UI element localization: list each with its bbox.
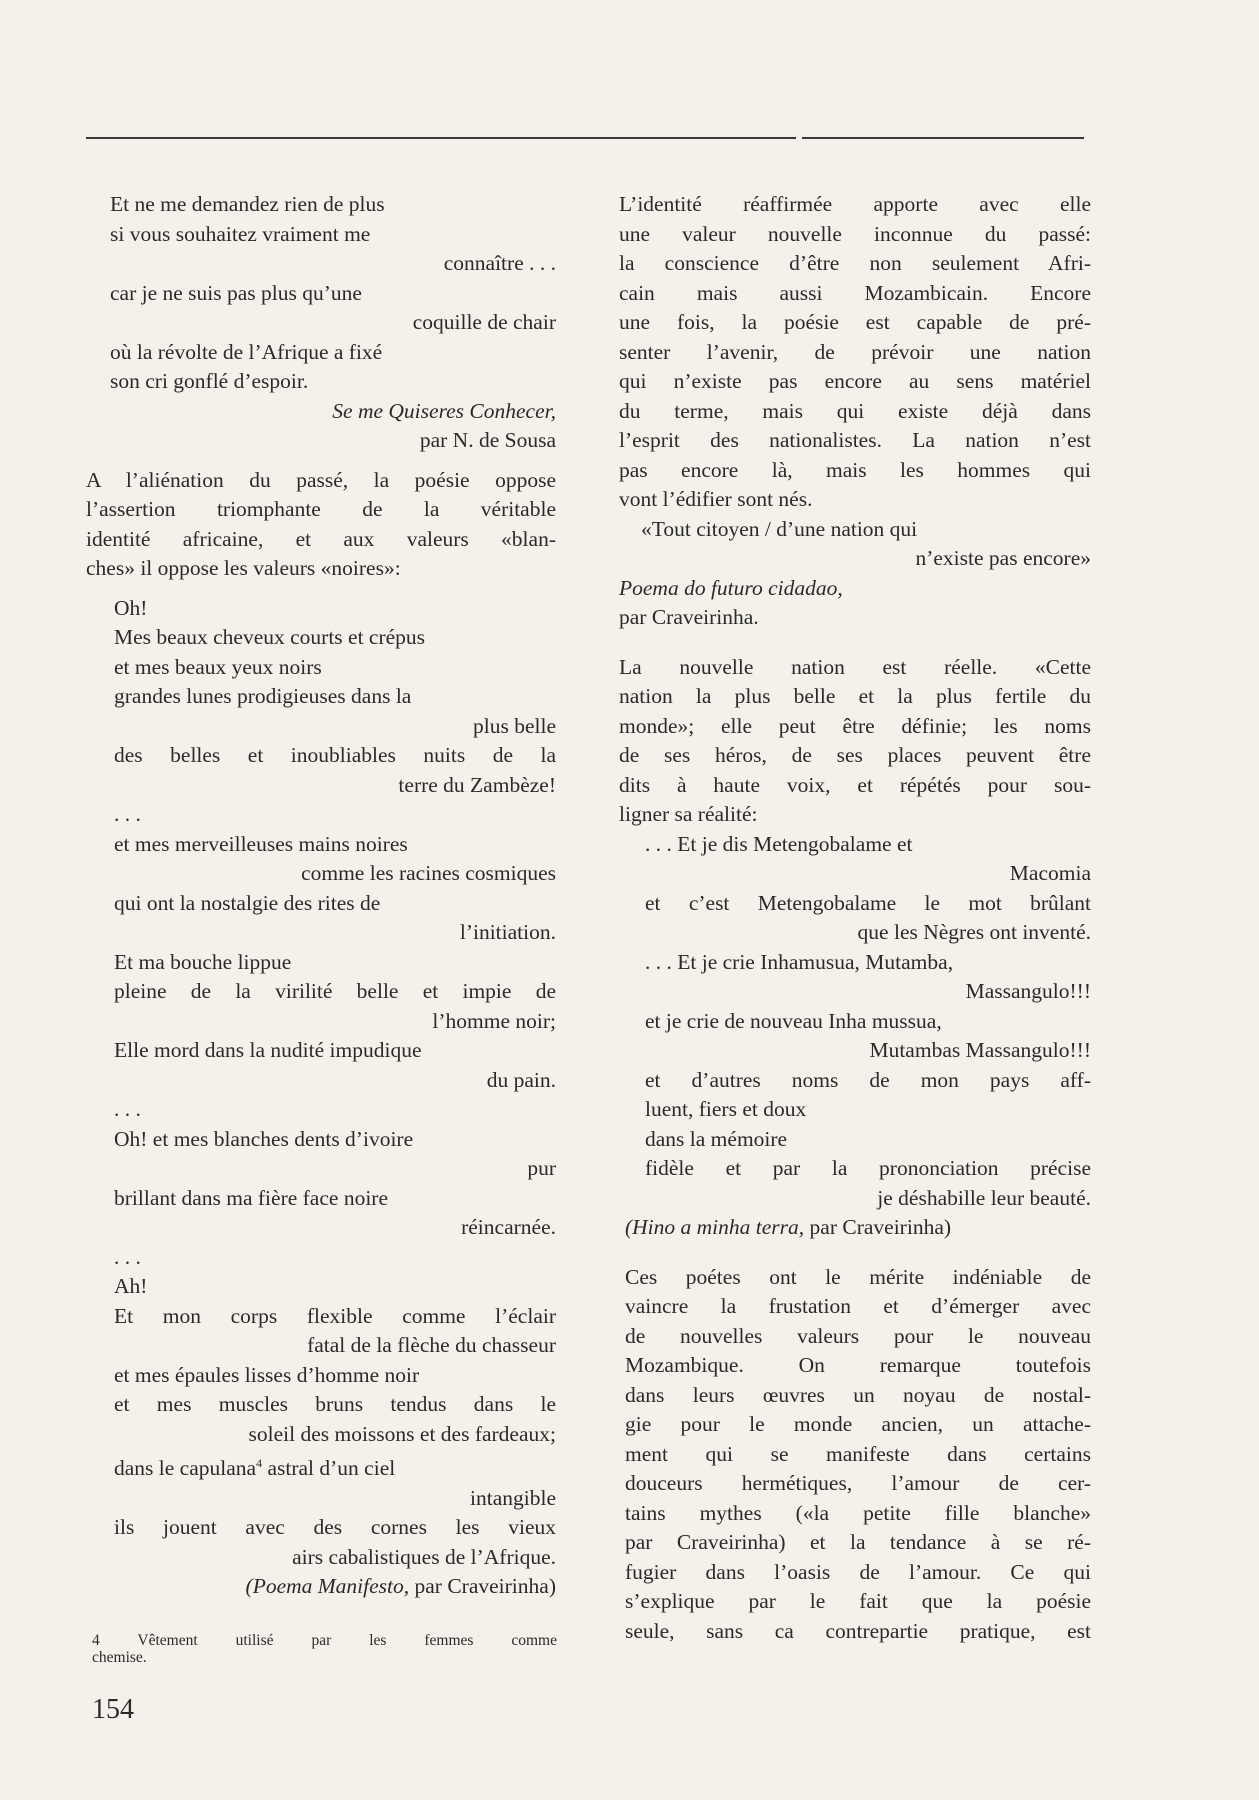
- verse-line: si vous souhaitez vraiment me: [110, 221, 371, 246]
- poem-source-title: (Hino a minha terra,: [625, 1215, 805, 1239]
- poem-source-author: par Craveirinha): [804, 1215, 952, 1239]
- verse-line: intangible: [470, 1485, 556, 1510]
- page-number: 154: [92, 1694, 134, 1725]
- verse-line: fidèle et par la prononciation précise: [645, 1156, 1091, 1180]
- verse-line: Oh! et mes blanches dents d’ivoire: [114, 1126, 414, 1151]
- text-line: Mozambique. On remarque toutefois: [625, 1353, 1091, 1377]
- verse-line: et c’est Metengobalame le mot brûlant: [645, 890, 1091, 915]
- text-line: s’explique par le fait que la poésie: [625, 1589, 1091, 1613]
- text-line: A l’aliénation du passé, la poésie oppose: [86, 467, 556, 492]
- poem-manifesto: [110, 594, 556, 1602]
- top-rule-right: [802, 137, 1084, 139]
- text-line: fugier dans l’oasis de l’amour. Ce qui: [625, 1559, 1091, 1584]
- verse-line: et mes beaux yeux noirs: [114, 654, 322, 679]
- text-line: L’identité réaffirmée apporte avec elle: [619, 192, 1091, 216]
- text-line: l’assertion triomphante de la véritable: [86, 497, 556, 521]
- verse-line: terre du Zambèze!: [398, 772, 556, 797]
- verse-line: pleine de la virilité belle et impie de: [114, 979, 556, 1003]
- text-line: du terme, mais qui existe déjà dans: [619, 398, 1091, 423]
- text-line: qui n’existe pas encore au sens matériel: [619, 369, 1091, 393]
- text-line: ment qui se manifeste dans certains: [625, 1441, 1091, 1466]
- verse-line: coquille de chair: [412, 310, 556, 334]
- verse-line: Et mon corps flexible comme l’éclair: [114, 1303, 556, 1328]
- text-line: de ses héros, de ses places peuvent être: [619, 743, 1091, 767]
- footnote-line: chemise.: [92, 1649, 147, 1666]
- text-line: une fois, la poésie est capable de pré-: [619, 310, 1091, 334]
- verse-line: Massangulo!!!: [965, 979, 1091, 1003]
- text-line: vont l’édifier sont nés.: [619, 487, 813, 511]
- poem-se-me-quiseres-conhecer: [110, 190, 556, 456]
- footnote-marker: 4: [256, 1456, 263, 1470]
- verse-line: comme les racines cosmiques: [301, 861, 556, 885]
- verse-line: car je ne suis pas plus qu’une: [110, 280, 362, 305]
- text-line: gie pour le monde ancien, un attache-: [625, 1412, 1091, 1436]
- verse-line: connaître . . .: [443, 251, 556, 275]
- verse-line: réincarnée.: [461, 1215, 556, 1239]
- verse-line: ils jouent avec des cornes les vieux: [114, 1515, 556, 1540]
- text-line: Ces poétes ont le mérite indéniable de: [625, 1264, 1091, 1289]
- verse-line: Ah!: [114, 1274, 148, 1298]
- verse-line: Mes beaux cheveux courts et crépus: [114, 625, 426, 649]
- quote-source-title: Poema do futuro cidadao,: [619, 575, 843, 600]
- prose-paragraph: [619, 190, 1091, 515]
- verse-text: dans le capulana: [114, 1456, 257, 1481]
- verse-line: [110, 1449, 556, 1484]
- top-rule-left: [86, 137, 796, 139]
- text-line: une valeur nouvelle inconnue du passé:: [619, 221, 1091, 246]
- text-line: seule, sans ca contrepartie pratique, est: [625, 1618, 1091, 1643]
- text-line: par Craveirinha) et la tendance à se ré-: [625, 1530, 1091, 1554]
- poem-source-author: par Craveirinha): [409, 1574, 556, 1599]
- right-column: [619, 190, 1091, 1646]
- text-line: dits à haute voix, et répétés pour sou-: [619, 772, 1091, 797]
- verse-line: Et ne me demandez rien de plus: [110, 192, 385, 216]
- prose-paragraph: [619, 653, 1091, 830]
- text-line: ligner sa réalité:: [619, 802, 758, 826]
- verse-line: fatal de la flèche du chasseur: [307, 1333, 556, 1357]
- verse-line: l’initiation.: [459, 920, 556, 944]
- footnote: [92, 1632, 557, 1666]
- verse-line: où la révolte de l’Afrique a fixé: [110, 339, 383, 364]
- text-line: pas encore là, mais les hommes qui: [619, 457, 1091, 482]
- verse-line: Oh!: [114, 595, 148, 620]
- verse-line: et d’autres noms de mon pays aff-: [645, 1067, 1091, 1092]
- poem-source-title: Se me Quiseres Conhecer,: [332, 398, 556, 423]
- verse-line: soleil des moissons et des fardeaux;: [248, 1421, 556, 1446]
- text-line: nation la plus belle et la plus fertile du: [619, 684, 1091, 708]
- verse-line: n’existe pas encore»: [915, 546, 1091, 570]
- text-line: l’esprit des nationalistes. La nation n’est: [619, 428, 1091, 452]
- verse-line: l’homme noir;: [432, 1008, 556, 1033]
- verse-line: son cri gonflé d’espoir.: [110, 369, 309, 393]
- verse-line: dans la mémoire: [645, 1126, 788, 1151]
- quote-futuro-cidadao: [619, 515, 1091, 633]
- verse-line: grandes lunes prodigieuses dans la: [114, 684, 412, 708]
- verse-line: que les Nègres ont inventé.: [857, 920, 1091, 944]
- verse-line: brillant dans ma fière face noire: [114, 1185, 388, 1210]
- verse-line: des belles et inoubliables nuits de la: [114, 743, 556, 767]
- text-line: senter l’avenir, de prévoir une nation: [619, 339, 1091, 364]
- verse-line: je déshabille leur beauté.: [877, 1185, 1091, 1210]
- text-line: vaincre la frustation et d’émerger avec: [625, 1294, 1091, 1318]
- verse-text: astral d’un ciel: [262, 1456, 396, 1481]
- verse-line: et mes merveilleuses mains noires: [114, 831, 408, 856]
- verse-line: Elle mord dans la nudité impudique: [114, 1038, 422, 1062]
- text-line: cain mais aussi Mozambicain. Encore: [619, 280, 1091, 305]
- verse-line: et je crie de nouveau Inha mussua,: [645, 1008, 942, 1033]
- poem-source-author: par N. de Sousa: [419, 428, 556, 452]
- prose-paragraph: [86, 466, 556, 584]
- verse-line: plus belle: [473, 713, 556, 738]
- poem-source: [619, 1213, 1091, 1243]
- verse-line: Macomia: [1009, 861, 1091, 885]
- text-line: tains mythes («la petite fille blanche»: [625, 1500, 1091, 1525]
- verse-line: airs cabalistiques de l’Afrique.: [292, 1544, 556, 1569]
- text-line: identité africaine, et aux valeurs «blan-: [86, 526, 556, 551]
- poem-source: [110, 1572, 556, 1602]
- verse-line: . . . Et je dis Metengobalame et: [645, 831, 913, 856]
- verse-line: Mutambas Massangulo!!!: [869, 1038, 1091, 1062]
- left-column: [86, 190, 556, 1602]
- text-line: la conscience d’être non seulement Afri-: [619, 251, 1091, 275]
- text-line: dans leurs œuvres un noyau de nostal-: [625, 1382, 1091, 1407]
- quote-source-author: par Craveirinha.: [619, 605, 759, 629]
- text-line: de nouvelles valeurs pour le nouveau: [625, 1323, 1091, 1348]
- ellipsis: . . .: [114, 802, 141, 826]
- verse-line: qui ont la nostalgie des rites de: [114, 890, 381, 915]
- ellipsis: . . .: [114, 1097, 141, 1121]
- verse-line: pur: [527, 1156, 556, 1180]
- verse-line: «Tout citoyen / d’une nation qui: [641, 516, 918, 541]
- verse-line: du pain.: [486, 1067, 556, 1092]
- verse-line: et mes muscles bruns tendus dans le: [114, 1392, 556, 1416]
- verse-line: et mes épaules lisses d’homme noir: [114, 1362, 420, 1387]
- ellipsis: . . .: [114, 1244, 141, 1269]
- verse-line: . . . Et je crie Inhamusua, Mutamba,: [645, 949, 954, 974]
- text-line: monde»; elle peut être définie; les noms: [619, 713, 1091, 738]
- verse-line: Et ma bouche lippue: [114, 949, 292, 974]
- verse-line: luent, fiers et doux: [645, 1097, 807, 1121]
- text-line: ches» il oppose les valeurs «noires»:: [86, 556, 401, 580]
- poem-source-title: (Poema Manifesto,: [245, 1574, 410, 1599]
- poem-hino-a-minha-terra: [619, 830, 1091, 1214]
- text-line: douceurs hermétiques, l’amour de cer-: [625, 1471, 1091, 1495]
- footnote-line: 4 Vêtement utilisé par les femmes comme: [92, 1632, 557, 1649]
- prose-paragraph: [619, 1263, 1091, 1647]
- text-line: La nouvelle nation est réelle. «Cette: [619, 654, 1091, 679]
